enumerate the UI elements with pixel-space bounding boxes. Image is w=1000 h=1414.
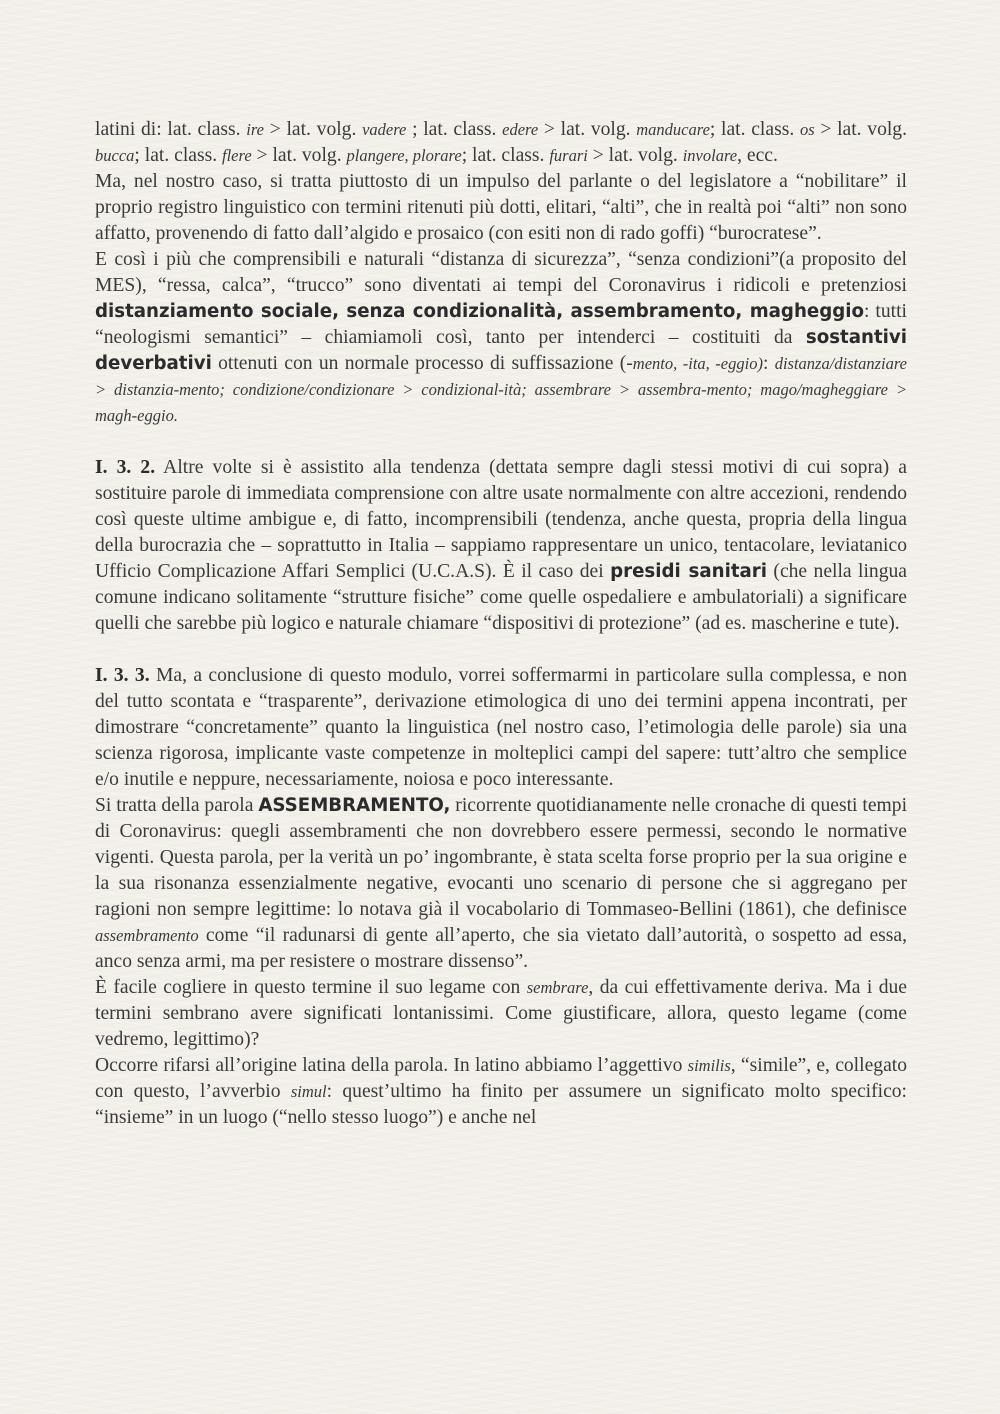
paragraph-neologismi bbox=[95, 247, 907, 429]
italic-term: flere bbox=[222, 146, 252, 165]
bold-terms: sostantivi deverbativi bbox=[95, 327, 907, 374]
text: : bbox=[762, 353, 775, 374]
text: > lat. volg. bbox=[538, 119, 637, 140]
paragraph-section-3-2 bbox=[95, 455, 907, 637]
text: > lat. volg. bbox=[587, 145, 683, 166]
italic-term: os bbox=[799, 120, 815, 139]
paragraph-burocratese: Ma, nel nostro caso, si tratta piuttosto di un impulso del parlante o del legislatore a “nobilitare” il proprio registro linguistico con termini ritenuti più dotti, elitari, “alti”, che in realtà poi “alti” non sono affatto, provenendo di fatto dall’algido e prosaico (con esiti non di rado goffi) “burocratese”. bbox=[95, 171, 907, 244]
italic-term: vadere bbox=[362, 120, 407, 139]
text: : tutti “neologismi semantici” – chiamiamoli così, tanto per intenderci – costituiti da bbox=[95, 301, 907, 348]
bold-terms: ASSEMBRAMENTO, bbox=[258, 795, 451, 816]
paragraph-sembrare bbox=[95, 975, 907, 1053]
text: È facile cogliere in questo termine il suo legame con bbox=[95, 977, 527, 998]
spacer bbox=[95, 429, 907, 455]
text: (che nella lingua comune indicano solitamente “strutture fisiche” come quelle ospedaliere e ambulatoriali) a significare quelli che sarebbe più logico e naturale chiamare “dispositivi di protezione” (ad es. mascherine e tute). bbox=[95, 561, 907, 634]
text: Occorre rifarsi all’origine latina della parola. In latino abbiamo l’aggettivo bbox=[95, 1055, 688, 1076]
italic-term: furari bbox=[549, 146, 588, 165]
bold-terms: distanziamento sociale, senza condizionalità, assembramento, magheggio bbox=[95, 301, 865, 322]
text: ; lat. class. bbox=[406, 119, 503, 140]
bold-terms: presidi sanitari bbox=[610, 561, 768, 582]
paragraph-section-3-3 bbox=[95, 663, 907, 793]
italic-term: assembramento bbox=[95, 926, 199, 945]
text: ottenuti con un normale processo di suffissazione (- bbox=[211, 353, 633, 374]
text: latini di: lat. class. bbox=[95, 119, 247, 140]
italic-term: simul bbox=[290, 1082, 327, 1101]
text: ; lat. class. bbox=[461, 145, 550, 166]
paragraph-similis bbox=[95, 1053, 907, 1131]
text: , ecc. bbox=[737, 145, 778, 166]
text: , da cui effettivamente deriva. Ma i due termini sembrano avere significati lontanissimi. Come giustificare, allora, questo legame (come vedremo, legittimo)? bbox=[95, 977, 907, 1050]
text: come “il radunarsi di gente all’aperto, che sia vietato dall’autorità, o sospetto ad essa, anco senza armi, ma per resistere o mostrare dissenso”. bbox=[95, 925, 907, 972]
italic-term: similis bbox=[687, 1056, 731, 1075]
italic-term: sembrare bbox=[526, 978, 589, 997]
italic-term: plangere, plorare bbox=[346, 146, 462, 165]
text: , “simile”, e, collegato con questo, l’avverbio bbox=[95, 1055, 908, 1102]
section-number: I. 3. 2. bbox=[95, 457, 156, 478]
spacer bbox=[95, 637, 907, 663]
text: > lat. volg. bbox=[263, 119, 363, 140]
section-number: I. 3. 3. bbox=[95, 665, 150, 686]
italic-term: involare bbox=[682, 146, 738, 165]
paragraph-assembramento bbox=[95, 793, 907, 975]
text: > lat. volg. bbox=[814, 119, 907, 140]
italic-term: bucca bbox=[95, 146, 135, 165]
text: ; lat. class. bbox=[134, 145, 223, 166]
paragraph-latin-examples bbox=[95, 117, 907, 169]
document-page bbox=[95, 117, 907, 1131]
italic-term: manducare bbox=[636, 120, 710, 139]
text: ricorrente quotidianamente nelle cronache di questi tempi di Coronavirus: quegli assembramenti che non dovrebbero essere permessi, secondo le normative vigenti. Questa parola, per la verità un po’ ingombrante, è stata scelta forse proprio per la sua origine e la sua risonanza essenzialmente negative, evocanti uno scenario di persone che si aggregano per ragioni non sempre legittime: lo notava già il vocabolario di Tommaseo-Bellini (1861), che definisce bbox=[95, 795, 908, 920]
text: E così i più che comprensibili e naturali “distanza di sicurezza”, “senza condizioni”(a proposito del MES), “ressa, calca”, “trucco” sono diventati ai tempi del Coronavirus i ridicoli e pretenziosi bbox=[95, 249, 907, 296]
text: Altre volte si è assistito alla tendenza (dettata sempre dagli stessi motivi di cui sopra) a sostituire parole di immediata comprensione con altre usate normalmente con altre accezioni, rendendo così queste ultime ambigue e, di fatto, incomprensibili (tendenza, anche questa, propria della lingua della burocrazia che – soprattutto in Italia – sappiamo rappresentare un unico, tentacolare, leviatanico Ufficio Complicazione Affari Semplici (U.C.A.S). È il caso dei bbox=[95, 457, 907, 582]
italic-term: mento, -ita, -eggio) bbox=[632, 354, 763, 373]
text: Si tratta della parola bbox=[95, 795, 259, 816]
text: Ma, a conclusione di questo modulo, vorrei soffermarmi in particolare sulla complessa, e non del tutto scontata e “trasparente”, derivazione etimologica di uno dei termini appena incontrati, per dimostrare “concretamente” quanto la linguistica (nel nostro caso, l’etimologia delle parole) sia una scienza rigorosa, implicante vaste competenze in molteplici campi del sapere: tutt’altro che semplice e/o inutile e neppure, necessariamente, noiosa e poco interessante. bbox=[95, 665, 907, 790]
text: ; lat. class. bbox=[709, 119, 800, 140]
italic-term: ire bbox=[246, 120, 264, 139]
text: > lat. volg. bbox=[251, 145, 347, 166]
italic-derivations: distanza/distanziare > distanzia-mento; condizione/condizionare > condizional-ità; assembrare > assembra-mento; mago/magheggiare > magh-eggio. bbox=[95, 354, 908, 425]
italic-term: edere bbox=[502, 120, 539, 139]
text: : quest’ultimo ha finito per assumere un significato molto specifico: “insieme” in un luogo (“nello stesso luogo”) e anche nel bbox=[95, 1081, 908, 1128]
